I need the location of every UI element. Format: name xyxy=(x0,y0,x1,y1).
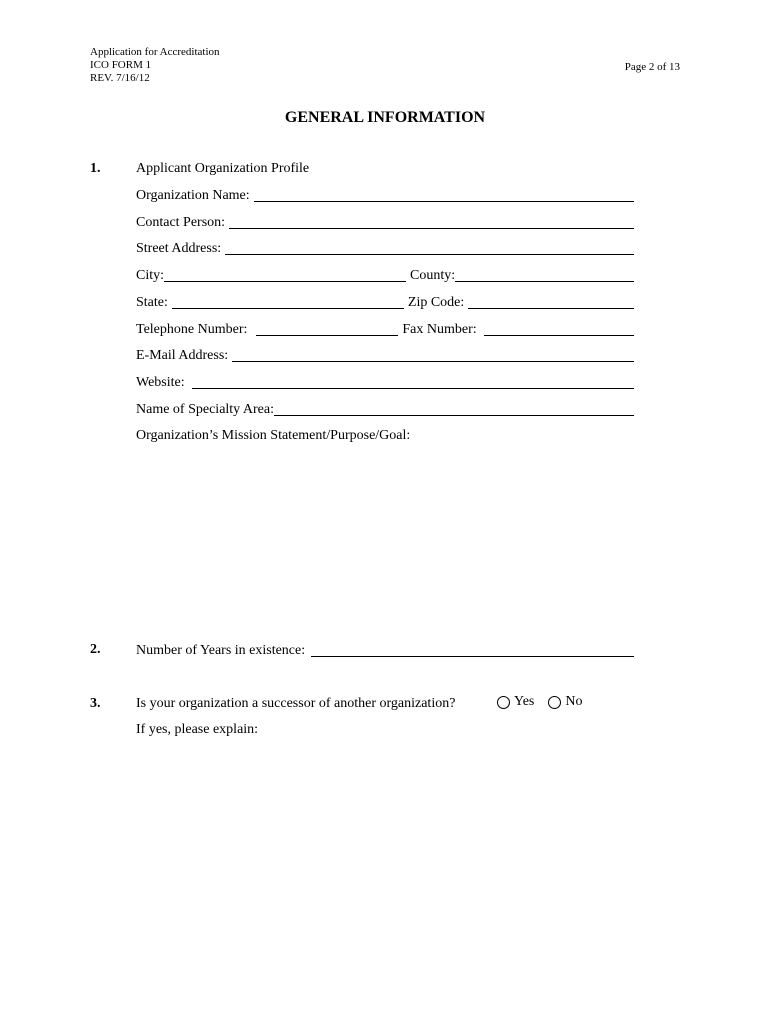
page-number: Page 2 of 13 xyxy=(624,61,680,73)
email-label: E-Mail Address: xyxy=(136,348,229,363)
contact-person-field[interactable] xyxy=(229,214,634,229)
specialty-area-row xyxy=(136,400,634,418)
county-field[interactable] xyxy=(455,267,634,282)
city-county-row xyxy=(136,266,634,284)
section-1-heading: Applicant Organization Profile xyxy=(136,161,310,176)
zip-code-label: Zip Code: xyxy=(407,295,465,310)
mission-statement-label: Organization’s Mission Statement/Purpose/Goal: xyxy=(136,428,411,443)
fax-label: Fax Number: xyxy=(402,322,477,337)
page-title: GENERAL INFORMATION xyxy=(284,109,486,126)
state-zip-row xyxy=(136,293,634,311)
email-field[interactable] xyxy=(232,347,634,362)
successor-question: Is your organization a successor of another organization? xyxy=(136,696,456,711)
state-label: State: xyxy=(136,295,168,310)
street-address-row xyxy=(136,239,634,257)
no-label: No xyxy=(565,694,583,709)
website-row xyxy=(136,373,634,391)
years-in-existence-label: Number of Years in existence: xyxy=(136,643,306,658)
fax-field[interactable] xyxy=(484,321,634,336)
years-in-existence-row xyxy=(136,641,634,659)
website-label: Website: xyxy=(136,375,185,390)
zip-code-field[interactable] xyxy=(468,294,634,309)
section-2-number: 2. xyxy=(90,642,101,657)
email-row xyxy=(136,346,634,364)
yes-label: Yes xyxy=(514,694,535,709)
years-in-existence-field[interactable] xyxy=(311,642,634,657)
contact-person-label: Contact Person: xyxy=(136,215,226,230)
specialty-area-label: Name of Specialty Area: xyxy=(136,402,275,417)
county-label: County: xyxy=(410,268,456,283)
no-radio[interactable] xyxy=(548,696,561,709)
city-label: City: xyxy=(136,268,165,283)
successor-explain-area[interactable] xyxy=(136,745,634,945)
successor-explain-label: If yes, please explain: xyxy=(136,722,259,737)
header-form-id: ICO FORM 1 xyxy=(90,59,152,71)
header-title: Application for Accreditation xyxy=(90,46,220,58)
successor-radio-group xyxy=(497,694,597,710)
street-address-field[interactable] xyxy=(225,240,634,255)
section-1-number: 1. xyxy=(90,161,101,176)
form-header xyxy=(90,46,220,85)
telephone-field[interactable] xyxy=(256,321,398,336)
organization-name-field[interactable] xyxy=(254,187,634,202)
phone-fax-row xyxy=(136,320,634,338)
state-field[interactable] xyxy=(172,294,404,309)
section-3-number: 3. xyxy=(90,696,101,711)
specialty-area-field[interactable] xyxy=(274,401,634,416)
yes-radio[interactable] xyxy=(497,696,510,709)
city-field[interactable] xyxy=(164,267,406,282)
header-revision: REV. 7/16/12 xyxy=(90,72,150,84)
mission-statement-area[interactable] xyxy=(136,450,634,620)
contact-person-row xyxy=(136,213,634,231)
street-address-label: Street Address: xyxy=(136,241,222,256)
website-field[interactable] xyxy=(192,374,634,389)
telephone-label: Telephone Number: xyxy=(136,322,248,337)
organization-name-row xyxy=(136,186,634,204)
organization-name-label: Organization Name: xyxy=(136,188,250,203)
